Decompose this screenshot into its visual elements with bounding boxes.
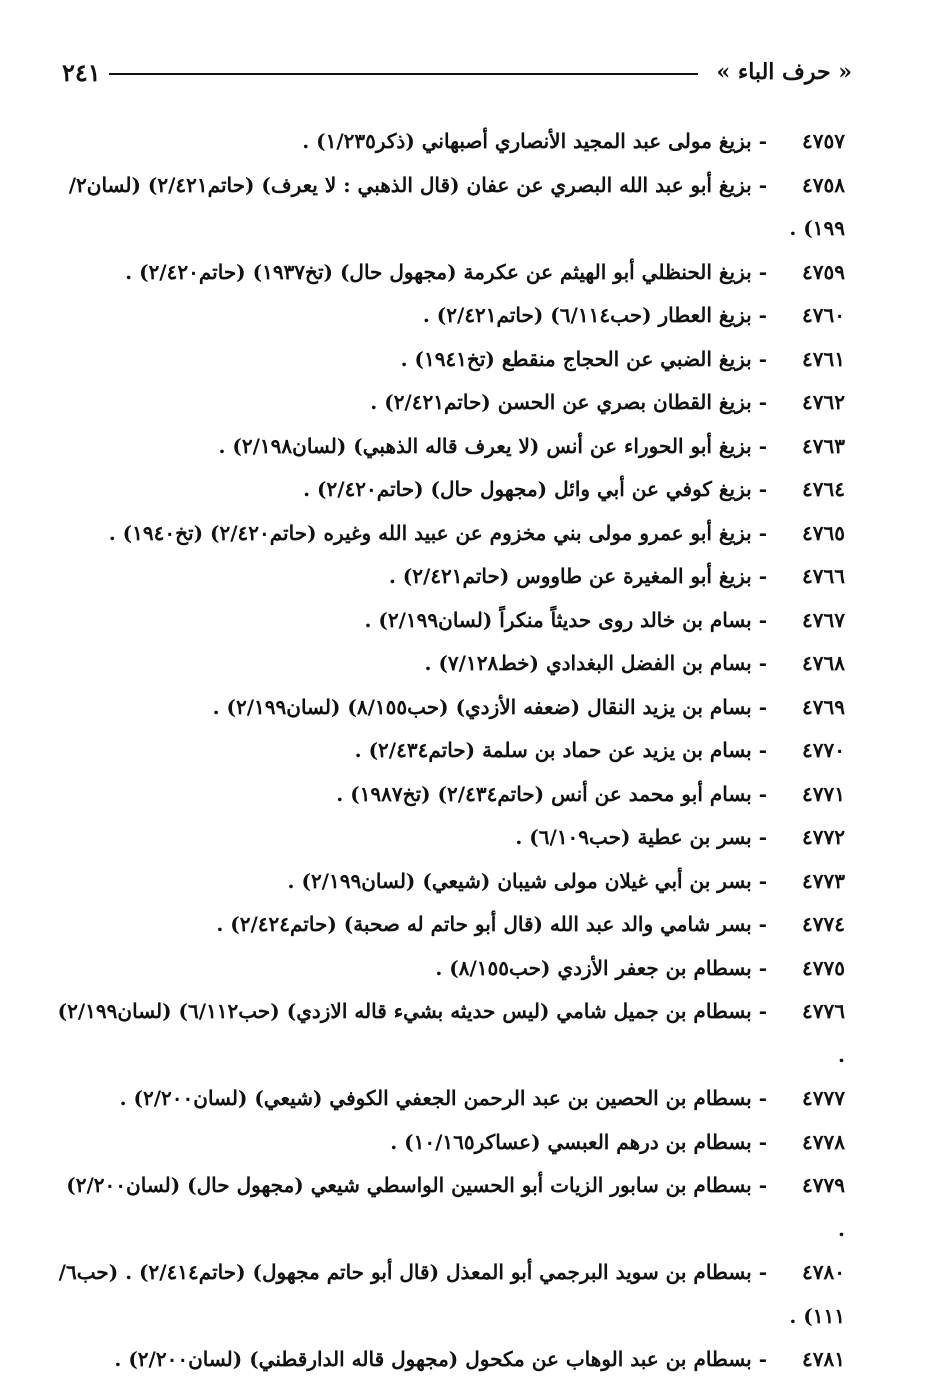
entry [55, 816, 845, 860]
entry-number: ٤٧٦٢ [802, 390, 845, 414]
entry [55, 947, 845, 991]
entry [55, 642, 845, 686]
entry [55, 381, 845, 425]
entry [55, 251, 845, 295]
entry [55, 1077, 845, 1121]
entry [55, 729, 845, 773]
entry-number: ٤٧٧٩ [802, 1173, 845, 1197]
entry-number: ٤٧٦٩ [802, 694, 845, 719]
entry [55, 294, 845, 338]
entry-number: ٤٧٦٥ [802, 520, 845, 545]
entry-text: - بسطام بن جعفر الأزدي (حب٨/١٥٥) . [435, 955, 767, 980]
entry-number: ٤٧٧١ [802, 781, 845, 806]
entry [55, 164, 845, 251]
entry-text: - بزيغ القطان بصري عن الحسن (حاتم٢/٤٢١) . [370, 390, 767, 414]
entry-list [55, 120, 845, 1382]
page-number: ٢٤١ [62, 57, 101, 87]
entry-text: - بسطام بن جميل شامي (ليس حديثه بشيء قاله الازدي) (حب٦/١١٢) (لسان٢/١٩٩) . [57, 999, 845, 1067]
entry-text: - بزيغ أبو المغيرة عن طاووس (حاتم٢/٤٢١) . [388, 564, 767, 588]
entry-text: - بزيغ أبو عبد الله البصري عن عفان (قال الذهبي : لا يعرف) (حاتم٢/٤٢١) (لسان٢/ ١٩٩) . [68, 172, 845, 240]
entry-number: ٤٧٨١ [802, 1347, 845, 1371]
entry-text: - بزيغ العطار (حب٦/١١٤) (حاتم٢/٤٢١) . [422, 303, 767, 327]
entry-number: ٤٧٥٩ [802, 259, 845, 284]
entry [55, 1338, 845, 1382]
entry-number: ٤٧٧٦ [802, 999, 845, 1023]
entry-text: - بسام بن يزيد عن حماد بن سلمة (حاتم٢/٤٣٤) . [354, 738, 767, 762]
entry-text: - بزيغ الحنظلي أبو الهيثم عن عكرمة (مجهول حال) (تخ١٩٣٧) (حاتم٢/٤٢٠) . [125, 259, 767, 284]
entry-number: ٤٧٧٥ [802, 955, 845, 980]
entry-number: ٤٧٧٤ [802, 912, 845, 936]
entry-text: - بزيغ أبو الحوراء عن أنس (لا يعرف قاله الذهبي) (لسان٢/١٩٨) . [218, 433, 767, 458]
entry-number: ٤٧٥٨ [802, 172, 845, 197]
entry [55, 512, 845, 556]
running-head: « حرف الباء » [716, 59, 852, 85]
entry-text: - بسر شامي والد عبد الله (قال أبو حاتم له صحبة) (حاتم٢/٤٢٤) . [216, 912, 767, 936]
entry-number: ٤٧٦٦ [802, 564, 845, 588]
entry-text: - بسطام بن سابور الزيات أبو الحسين الواسطي شيعي (مجهول حال) (لسان٢/٢٠٠) . [66, 1173, 845, 1241]
entry-number: ٤٧٥٧ [802, 129, 845, 153]
entry [55, 686, 845, 730]
entry-number: ٤٧٧٠ [802, 738, 845, 762]
entry [55, 338, 845, 382]
entry [55, 120, 845, 164]
entry-text: - بسطام بن عبد الوهاب عن مكحول (مجهول قاله الدارقطني) (لسان٢/٢٠٠) . [114, 1347, 767, 1371]
entry-number: ٤٧٧٢ [802, 825, 845, 849]
entry [55, 555, 845, 599]
entry [55, 1164, 845, 1251]
entry-text: - بسطام بن درهم العبسي (عساكر١٠/١٦٥) . [390, 1129, 767, 1154]
entry-number: ٤٧٦٤ [802, 477, 845, 501]
entry-text: - بسام بن الفضل البغدادي (خط٧/١٢٨) . [424, 651, 767, 675]
entry-number: ٤٧٧٨ [802, 1129, 845, 1154]
entry-text: - بسطام بن الحصين بن عبد الرحمن الجعفي الكوفي (شيعي) (لسان٢/٢٠٠) . [119, 1086, 767, 1110]
entry-text: - بزيغ أبو عمرو مولى بني مخزوم عن عبيد الله وغيره (حاتم٢/٤٢٠) (تخ١٩٤٠) . [108, 520, 767, 545]
entry-number: ٤٧٦٧ [802, 607, 845, 632]
entry [55, 599, 845, 643]
entry-text: - بسر بن عطية (حب٦/١٠٩) . [515, 825, 767, 849]
entry-number: ٤٧٦٣ [802, 433, 845, 458]
entry-number: ٤٧٨٠ [802, 1260, 845, 1284]
entry-text: - بسطام بن سويد البرجمي أبو المعذل (قال أبو حاتم مجهول) (حاتم٢/٤١٤) . (حب٦/ ١١١) . [58, 1260, 845, 1328]
entry-number: ٤٧٧٣ [802, 868, 845, 893]
entry [55, 903, 845, 947]
entry [55, 1251, 845, 1338]
entry [55, 1121, 845, 1165]
entry-text: - بزيغ كوفي عن أبي وائل (مجهول حال) (حاتم٢/٤٢٠) . [303, 477, 767, 501]
entry-text: - بزيغ مولى عبد المجيد الأنصاري أصبهاني (ذكر١/٢٣٥) . [302, 129, 767, 153]
entry [55, 990, 845, 1077]
entry-text: - بسام أبو محمد عن أنس (حاتم٢/٤٣٤) (تخ١٩٨٧) . [336, 781, 767, 806]
entry-number: ٤٧٦٠ [802, 303, 845, 327]
entry-number: ٤٧٦١ [802, 346, 845, 371]
entry [55, 773, 845, 817]
entry [55, 860, 845, 904]
entry-text: - بسر بن أبي غيلان مولى شيبان (شيعي) (لسان٢/١٩٩) . [287, 868, 767, 893]
entry [55, 425, 845, 469]
entry-number: ٤٧٧٧ [802, 1086, 845, 1110]
header-rule [109, 73, 699, 75]
entry-text: - بسام بن يزيد النقال (ضعفه الأزدي) (حب٨/١٥٥) (لسان٢/١٩٩) . [212, 694, 767, 719]
entry-text: - بسام بن خالد روى حديثاً منكراً (لسان٢/١٩٩) . [364, 607, 767, 632]
entry-number: ٤٧٦٨ [802, 651, 845, 675]
entry-text: - بزيغ الضبي عن الحجاج منقطع (تخ١٩٤١) . [400, 346, 767, 371]
page-header [62, 52, 852, 92]
entry [55, 468, 845, 512]
